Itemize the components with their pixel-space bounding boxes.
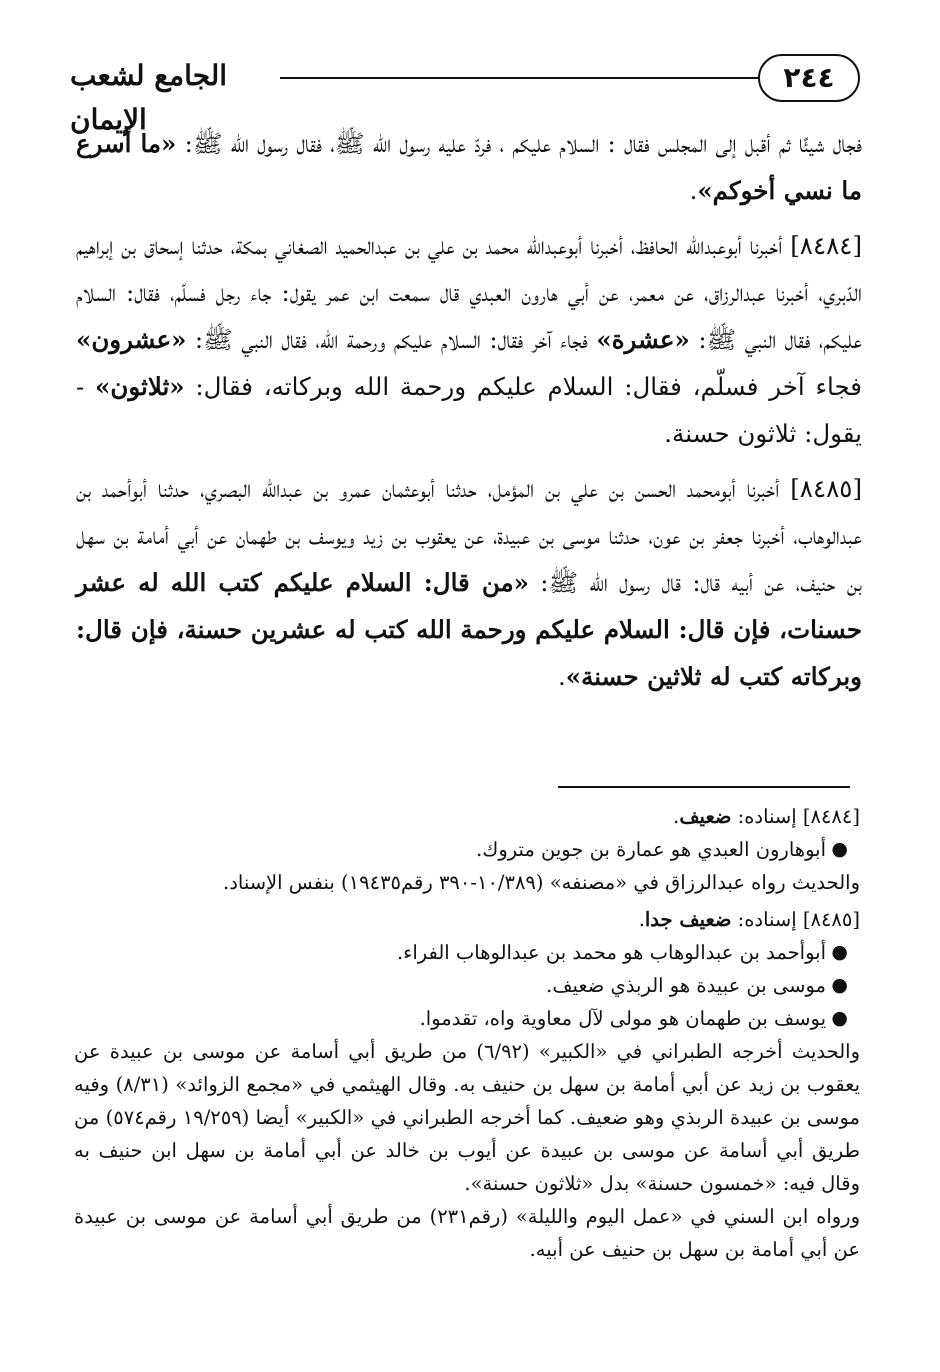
paragraph-text: أخبرنا أبومحمد الحسن بن علي بن المؤمل، حدثنا أبوعثمان عمرو بن عبدالله البصري، حدثنا أبوأحمد بن عبدالوهاب، أخبرنا جعفر بن عون، حدثنا موسى بن عبيدة، عن يعقوب بن زيد ويوسف بن طهمان عن أبي أمامة بن سهل بن حنيف، عن أبيه قال: قال رسول الله ﷺ: [76,474,862,597]
footnote-8485 [74,903,860,1266]
paragraph-text: فجال شيئًا ثم أقبل إلى المجلس فقال : السلام عليكم ، فردّ عليه رسول الله ﷺ، فقال رسول الله ﷺ: [176,129,862,158]
footnote-bullet [74,969,860,1002]
footnote-bullet [74,1002,860,1035]
footnote-note: والحديث أخرجه الطبراني في «الكبير» (٦/٩٢) من طريق أبي أسامة عن موسى بن عبيدة عن يعقوب بن زيد عن أبي أمامة بن سهل بن حنيف به. وقال الهيثمي في «مجمع الزوائد» (٨/٣١) وفيه موسى بن عبيدة الربذي وهو ضعيف. كما أخرجه الطبراني في «الكبير» أيضا (١٩/٢٥٩ رقم٥٧٤) من طريق أبي أسامة عن موسى بن عبيدة عن أيوب بن خالد عن أبي أمامة بن سهل ابن حنيف به وقال فيه: «خمسون حسنة» بدل «ثلاثون حسنة». [74,1040,861,1195]
paragraph-continuation [76,120,862,214]
hadith-quote: «عشرة» [596,325,690,354]
footnote-label: إسناده: [731,805,803,828]
hadith-number: [٨٤٨٤] [790,231,862,260]
hadith-paragraph-8485 [76,465,862,700]
bullet-icon: ● [831,974,848,996]
footnote-bullet-text: أبوهارون العبدي هو عمارة بن جوين متروك. [476,838,826,861]
page-header [70,50,860,136]
footnote-grade-end: . [638,908,645,931]
footnote-heading [74,800,860,833]
paragraph-text: فجاء آخر فقال: السلام عليكم ورحمة الله، فقال النبي ﷺ: [186,325,597,354]
bullet-icon: ● [831,1007,848,1029]
footnote-ref: [٨٤٨٤] [802,805,860,828]
footnote-note: والحديث رواه عبدالرزاق في «مصنفه» (١٠/٣٨٩-٣٩٠ رقم١٩٤٣٥) بنفس الإسناد. [223,871,860,894]
footnote-separator [558,786,850,788]
footnote-bullet-text: أبوأحمد بن عبدالوهاب هو محمد بن عبدالوهاب الفراء. [396,941,826,964]
footnote-bullet [74,833,860,866]
hadith-number: [٨٤٨٥] [790,474,862,503]
hadith-quote: «ما أسرع ما نسي أخوكم» [76,129,862,205]
footnote-bullet-text: يوسف بن طهمان هو مولى لآل معاوية واه، تقدموا. [419,1007,826,1030]
hadith-quote: «ثلاثون» [95,372,185,401]
hadith-paragraph-8484 [76,222,862,457]
footnote-bullet [74,936,860,969]
footnote-note: ورواه ابن السني في «عمل اليوم والليلة» (رقم٢٣١) من طريق أبي أسامة عن موسى بن عبيدة عن أبي أمامة بن سهل بن حنيف عن أبيه. [74,1205,860,1261]
main-text [76,120,862,700]
header-rule [280,77,760,79]
footnote-bullet-text: موسى بن عبيدة هو الربذي ضعيف. [546,974,826,997]
hadith-quote: «من قال: السلام عليكم كتب الله له عشر حسنات، فإن قال: السلام عليكم ورحمة الله كتب له عشرين حسنة، فإن قال: وبركاته كتب له ثلاثين حسنة» [76,568,862,691]
paragraph-text: - يقول: ثلاثون حسنة. [76,372,862,448]
footnotes [74,800,860,1270]
bullet-icon: ● [831,838,848,860]
paragraph-text: فجاء آخر فسلّم، فقال: السلام عليكم ورحمة الله وبركاته، فقال: [184,372,862,401]
footnote-grade: ضعيف جدا [644,908,732,931]
hadith-quote: «عشرون» [76,325,187,354]
paragraph-text: أخبرنا أبوعبدالله الحافظ، أخبرنا أبوعبدالله محمد بن علي بن عبدالحميد الصغاني بمكة، حدثنا إسحاق بن إبراهيم الدّبري، أخبرنا عبدالرزاق، عن معمر، عن أبي هارون العبدي قال سمعت ابن عمر يقول: جاء رجل فسلّم، فقال: السلام عليكم، فقال النبي ﷺ: [76,231,862,354]
paragraph-text: . [689,176,698,205]
footnote-label: إسناده: [731,908,803,931]
footnote-ref: [٨٤٨٥] [802,908,860,931]
footnote-grade-end: . [673,805,680,828]
footnote-heading [74,903,860,936]
page-number-badge: ٢٤٤ [758,54,860,102]
book-title: الجامع لشعب الإيمان [70,59,228,136]
footnote-grade: ضعيف [679,805,732,828]
paragraph-text: . [557,662,566,691]
bullet-icon: ● [831,941,848,963]
footnote-8484 [74,800,860,899]
